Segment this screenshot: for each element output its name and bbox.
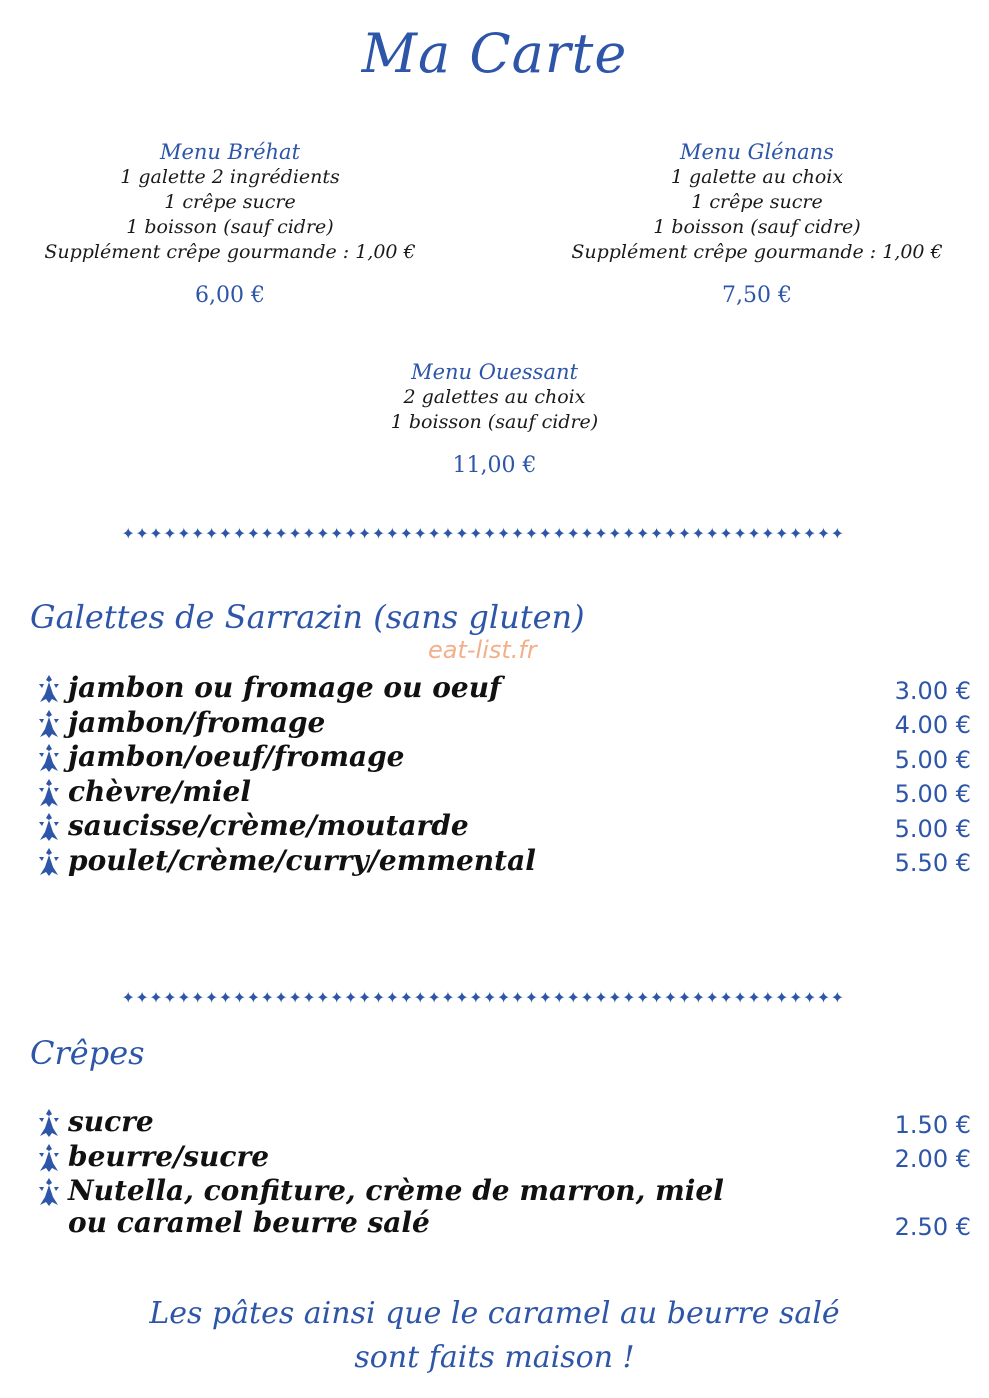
item-price: 5.00 € bbox=[894, 814, 971, 843]
item-name: jambon ou fromage ou oeuf bbox=[68, 671, 502, 704]
menu-line: 1 crêpe sucre bbox=[164, 191, 296, 213]
watermark: eat-list.fr bbox=[428, 636, 537, 664]
menu-price: 11,00 € bbox=[452, 453, 537, 478]
item-price: 4.00 € bbox=[894, 711, 971, 739]
crepes-section-title: Crêpes bbox=[30, 1034, 145, 1072]
item-name: beurre/sucre bbox=[68, 1139, 270, 1173]
item-name: jambon/fromage bbox=[68, 705, 326, 739]
crepes-list bbox=[36, 1106, 971, 1243]
menu-brehat bbox=[10, 140, 450, 308]
menu-name: Menu Bréhat bbox=[159, 140, 301, 164]
item-price: 5.00 € bbox=[894, 780, 971, 808]
list-item bbox=[36, 776, 971, 811]
item-name bbox=[68, 1175, 971, 1239]
item-price: 2.50 € bbox=[894, 1213, 971, 1241]
list-item bbox=[36, 810, 971, 845]
item-price: 1.50 € bbox=[894, 1110, 971, 1139]
item-price: 5.50 € bbox=[894, 849, 971, 877]
ermine-icon bbox=[36, 1143, 62, 1173]
ermine-icon bbox=[36, 1177, 62, 1207]
item-name: jambon/oeuf/fromage bbox=[68, 740, 405, 773]
ermine-icon bbox=[36, 743, 62, 773]
menu-name: Menu Glénans bbox=[680, 140, 834, 164]
footer-note bbox=[0, 1292, 989, 1380]
page-title: Ma Carte bbox=[361, 22, 628, 85]
item-name: poulet/crème/curry/emmental bbox=[68, 843, 536, 877]
footer-line-1: Les pâtes ainsi que le caramel au beurre salé bbox=[149, 1296, 840, 1331]
ermine-icon bbox=[36, 847, 62, 877]
list-item bbox=[36, 1106, 971, 1141]
item-name: saucisse/crème/moutarde bbox=[68, 809, 469, 842]
menu-line: 1 galette 2 ingrédients bbox=[120, 166, 340, 188]
ermine-icon bbox=[36, 1108, 62, 1138]
item-name: sucre bbox=[68, 1105, 154, 1138]
item-price: 5.00 € bbox=[894, 745, 971, 774]
ermine-divider: ✦✦✦✦✦✦✦✦✦✦✦✦✦✦✦✦✦✦✦✦✦✦✦✦✦✦✦✦✦✦✦✦✦✦✦✦✦✦✦✦✦✦✦✦✦✦✦✦✦✦✦✦ bbox=[121, 524, 845, 543]
menu-ouessant bbox=[300, 360, 689, 478]
menu-line: Supplément crêpe gourmande : 1,00 € bbox=[571, 241, 943, 263]
menu-glenans bbox=[537, 140, 977, 308]
list-item bbox=[36, 1141, 971, 1176]
list-item bbox=[36, 845, 971, 880]
list-item bbox=[36, 672, 971, 707]
footer-line-2: sont faits maison ! bbox=[354, 1340, 635, 1375]
item-price: 2.00 € bbox=[894, 1145, 971, 1173]
menu-line: 1 boisson (sauf cidre) bbox=[390, 411, 599, 433]
menu-name: Menu Ouessant bbox=[411, 360, 578, 384]
galettes-list bbox=[36, 672, 971, 879]
menu-line: 1 boisson (sauf cidre) bbox=[126, 216, 334, 238]
menu-line: 2 galettes au choix bbox=[403, 386, 586, 408]
item-name: chèvre/miel bbox=[68, 774, 251, 808]
item-price: 3.00 € bbox=[894, 676, 971, 705]
ermine-icon bbox=[36, 674, 62, 704]
list-item bbox=[36, 741, 971, 776]
ermine-icon bbox=[36, 812, 62, 842]
menu-price: 7,50 € bbox=[722, 283, 792, 308]
ermine-icon bbox=[36, 778, 62, 808]
list-item bbox=[36, 1175, 971, 1243]
menu-line: Supplément crêpe gourmande : 1,00 € bbox=[44, 241, 416, 263]
galettes-section-title: Galettes de Sarrazin (sans gluten) bbox=[30, 598, 585, 636]
menu-line: 1 boisson (sauf cidre) bbox=[653, 216, 861, 238]
item-name-line-2: ou caramel beurre salé bbox=[68, 1206, 430, 1239]
menu-line: 1 crêpe sucre bbox=[691, 191, 823, 213]
item-name-line-1: Nutella, confiture, crème de marron, miel bbox=[68, 1174, 724, 1207]
menu-line: 1 galette au choix bbox=[670, 166, 844, 188]
ermine-divider: ✦✦✦✦✦✦✦✦✦✦✦✦✦✦✦✦✦✦✦✦✦✦✦✦✦✦✦✦✦✦✦✦✦✦✦✦✦✦✦✦✦✦✦✦✦✦✦✦✦✦✦✦ bbox=[121, 988, 845, 1007]
list-item bbox=[36, 707, 971, 742]
ermine-icon bbox=[36, 709, 62, 739]
menu-price: 6,00 € bbox=[195, 283, 265, 308]
